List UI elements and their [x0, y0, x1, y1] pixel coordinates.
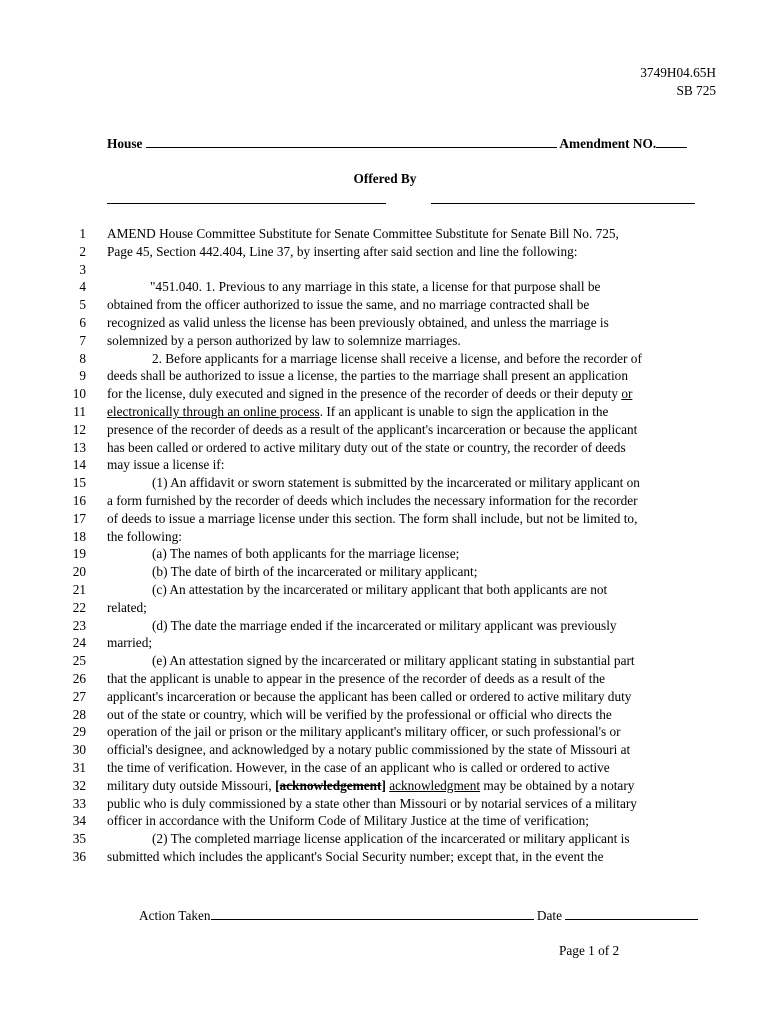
text-line — [0, 385, 770, 403]
text-line — [0, 421, 770, 439]
text-segment: that the applicant is unable to appear in the presence of the recorder of deeds as a result of the — [107, 670, 606, 686]
line-number: 10 — [72, 386, 86, 402]
text-line — [0, 581, 770, 599]
line-text — [152, 830, 630, 848]
text-segment: (1) An affidavit or sworn statement is submitted by the incarcerated or military applicant on — [152, 475, 640, 491]
line-number: 32 — [72, 777, 86, 793]
deleted-text: acknowledgement — [279, 777, 382, 793]
text-line — [0, 634, 770, 652]
text-segment: Page 45, Section 442.404, Line 37, by inserting after said section and line the following: — [107, 243, 578, 259]
text-segment: military duty outside Missouri, — [107, 777, 276, 793]
line-number: 12 — [72, 421, 86, 437]
line-text — [107, 777, 634, 795]
text-line — [0, 599, 770, 617]
line-number: 4 — [79, 279, 86, 295]
text-segment: recognized as valid unless the license has been previously obtained, and unless the marriage is — [107, 314, 609, 330]
text-line — [0, 528, 770, 546]
line-text — [107, 723, 621, 741]
line-text — [107, 385, 632, 403]
text-segment: (a) The names of both applicants for the marriage license; — [152, 546, 460, 562]
line-number: 36 — [72, 848, 86, 864]
line-text — [107, 688, 631, 706]
text-segment: (c) An attestation by the incarcerated or military applicant that both applicants are not — [152, 581, 608, 597]
line-text — [107, 795, 637, 813]
text-segment: the following: — [107, 528, 182, 544]
text-segment: official's designee, and acknowledged by a notary public commissioned by the state of Missouri at — [107, 742, 631, 758]
line-number: 31 — [72, 759, 86, 775]
text-line — [0, 350, 770, 368]
text-segment: related; — [107, 599, 147, 615]
line-number: 17 — [72, 510, 86, 526]
line-number: 11 — [73, 403, 86, 419]
line-number: 18 — [72, 528, 86, 544]
line-number: 16 — [72, 492, 86, 508]
line-number: 34 — [72, 813, 86, 829]
line-number: 29 — [72, 724, 86, 740]
line-text — [107, 456, 224, 474]
text-segment: (b) The date of birth of the incarcerated or military applicant; — [152, 564, 478, 580]
text-segment: operation of the jail or prison or the military applicant's military officer, or such professional's or — [107, 724, 621, 740]
house-blank-line — [146, 134, 557, 148]
line-number: 30 — [72, 742, 86, 758]
text-line — [0, 617, 770, 635]
line-text — [152, 563, 477, 581]
line-text — [152, 474, 640, 492]
line-number: 27 — [72, 688, 86, 704]
line-number: 24 — [72, 635, 86, 651]
line-text — [107, 510, 637, 528]
house-amendment-header — [107, 134, 687, 152]
text-segment: (e) An attestation signed by the incarcerated or military applicant stating in substantial part — [152, 653, 635, 669]
text-segment: may issue a license if: — [107, 457, 225, 473]
text-line — [0, 456, 770, 474]
text-line — [0, 688, 770, 706]
line-text — [107, 741, 630, 759]
page-number: Page 1 of 2 — [559, 943, 620, 958]
date-blank — [565, 906, 698, 920]
document-code — [640, 64, 716, 100]
text-line — [0, 474, 770, 492]
text-line — [0, 403, 770, 421]
offered-by-signature-line-right — [431, 203, 695, 204]
text-line — [0, 243, 770, 261]
line-number: 1 — [79, 226, 86, 241]
line-number: 33 — [72, 795, 86, 811]
document-code-line2: SB 725 — [676, 83, 716, 98]
text-segment: married; — [107, 635, 153, 651]
text-line — [0, 670, 770, 688]
line-text — [152, 581, 607, 599]
line-text — [152, 350, 642, 368]
text-line — [0, 759, 770, 777]
line-text — [107, 439, 626, 457]
line-text — [107, 367, 628, 385]
text-segment: public who is duly commissioned by a state other than Missouri or by notarial services of a military — [107, 795, 637, 811]
amendment-number-blank — [656, 134, 687, 148]
text-segment: may be obtained by a notary — [480, 777, 635, 793]
line-text — [107, 332, 461, 350]
text-segment: (d) The date the marriage ended if the incarcerated or military applicant was previously — [152, 617, 617, 633]
house-label: House — [107, 136, 143, 151]
line-text — [152, 545, 459, 563]
line-text — [107, 706, 612, 724]
date-label: Date — [536, 908, 563, 923]
text-segment: of deeds to issue a marriage license under this section. The form shall include, but not be limited to, — [107, 510, 638, 526]
text-line — [0, 296, 770, 314]
text-line — [0, 367, 770, 385]
line-text — [107, 528, 182, 546]
line-text — [150, 278, 600, 296]
line-text — [152, 617, 617, 635]
text-line — [0, 723, 770, 741]
text-segment: submitted which includes the applicant's Social Security number; except that, in the event the — [107, 848, 604, 864]
line-text — [107, 225, 619, 243]
line-text — [107, 848, 603, 866]
line-text — [107, 599, 147, 617]
text-line — [0, 652, 770, 670]
text-segment: AMEND House Committee Substitute for Senate Committee Substitute for Senate Bill No. 725, — [107, 226, 619, 241]
line-text — [107, 421, 637, 439]
line-text — [152, 652, 635, 670]
line-number: 15 — [72, 475, 86, 491]
line-text — [107, 812, 589, 830]
line-number: 26 — [72, 670, 86, 686]
text-line — [0, 848, 770, 866]
text-segment: deeds shall be authorized to issue a license, the parties to the marriage shall present an application — [107, 368, 628, 384]
text-segment: a form furnished by the recorder of deeds which includes the necessary information for the recorder — [107, 492, 638, 508]
text-segment: "451.040. 1. Previous to any marriage in this state, a license for that purpose shall be — [150, 279, 601, 295]
text-line — [0, 741, 770, 759]
text-line — [0, 706, 770, 724]
action-taken-blank — [211, 906, 534, 920]
text-segment: the time of verification. However, in the case of an applicant who is called or ordered to active — [107, 759, 610, 775]
text-segment: officer in accordance with the Uniform Code of Military Justice at the time of verification; — [107, 813, 589, 829]
line-text — [107, 634, 152, 652]
line-number: 35 — [72, 831, 86, 847]
text-segment: has been called or ordered to active military duty out of the state or country, the recorder of deeds — [107, 439, 626, 455]
text-line — [0, 261, 770, 279]
line-number: 28 — [72, 706, 86, 722]
line-text — [107, 670, 605, 688]
line-number: 22 — [72, 599, 86, 615]
line-number: 23 — [72, 617, 86, 633]
line-number: 20 — [72, 564, 86, 580]
text-line — [0, 777, 770, 795]
line-number: 5 — [79, 297, 86, 313]
amendment-body — [0, 225, 770, 866]
line-text — [107, 492, 638, 510]
text-line — [0, 225, 770, 243]
deletion-bracket: ] — [381, 777, 386, 793]
line-number: 19 — [72, 546, 86, 562]
inserted-text: electronically through an online process — [107, 403, 320, 419]
text-line — [0, 332, 770, 350]
text-segment: (2) The completed marriage license application of the incarcerated or military applicant is — [152, 831, 630, 847]
offered-by-signature-line-left — [107, 203, 386, 204]
text-line — [0, 795, 770, 813]
line-number: 25 — [72, 653, 86, 669]
text-segment: for the license, duly executed and signed in the presence of the recorder of deeds or their deputy — [107, 386, 622, 402]
line-number: 9 — [79, 368, 86, 384]
text-segment: solemnized by a person authorized by law to solemnize marriages. — [107, 332, 461, 348]
inserted-text: acknowledgment — [389, 777, 481, 793]
action-taken-label: Action Taken — [139, 908, 211, 923]
text-segment: presence of the recorder of deeds as a result of the applicant's incarceration or because the applicant — [107, 421, 638, 437]
line-number: 7 — [79, 332, 86, 348]
text-line — [0, 812, 770, 830]
line-number: 8 — [79, 350, 86, 366]
text-line — [0, 492, 770, 510]
line-number: 21 — [72, 581, 86, 597]
action-taken-row — [139, 906, 698, 924]
text-line — [0, 563, 770, 581]
line-number: 2 — [79, 243, 86, 259]
line-text — [107, 243, 577, 261]
amendment-label: Amendment NO. — [559, 136, 657, 151]
line-number: 3 — [79, 261, 86, 277]
text-line — [0, 278, 770, 296]
offered-by-label: Offered By — [353, 171, 417, 186]
inserted-text: or — [621, 386, 633, 402]
line-number: 14 — [72, 457, 86, 473]
line-text — [107, 759, 610, 777]
text-segment: obtained from the officer authorized to issue the same, and no marriage contracted shall be — [107, 297, 590, 313]
line-number: 13 — [72, 439, 86, 455]
text-line — [0, 545, 770, 563]
line-text — [107, 403, 608, 421]
text-segment: 2. Before applicants for a marriage license shall receive a license, and before the recorder of — [152, 350, 642, 366]
document-code-line1: 3749H04.65H — [640, 65, 716, 80]
text-segment: applicant's incarceration or because the applicant has been called or ordered to active military duty — [107, 688, 632, 704]
text-line — [0, 510, 770, 528]
text-line — [0, 830, 770, 848]
text-segment: out of the state or country, which will be verified by the professional or official who directs the — [107, 706, 612, 722]
line-text — [107, 314, 609, 332]
text-segment: . If an applicant is unable to sign the application in the — [319, 403, 609, 419]
deletion-bracket: [ — [275, 777, 280, 793]
text-line — [0, 439, 770, 457]
text-line — [0, 314, 770, 332]
line-number: 6 — [79, 314, 86, 330]
line-text — [107, 296, 589, 314]
